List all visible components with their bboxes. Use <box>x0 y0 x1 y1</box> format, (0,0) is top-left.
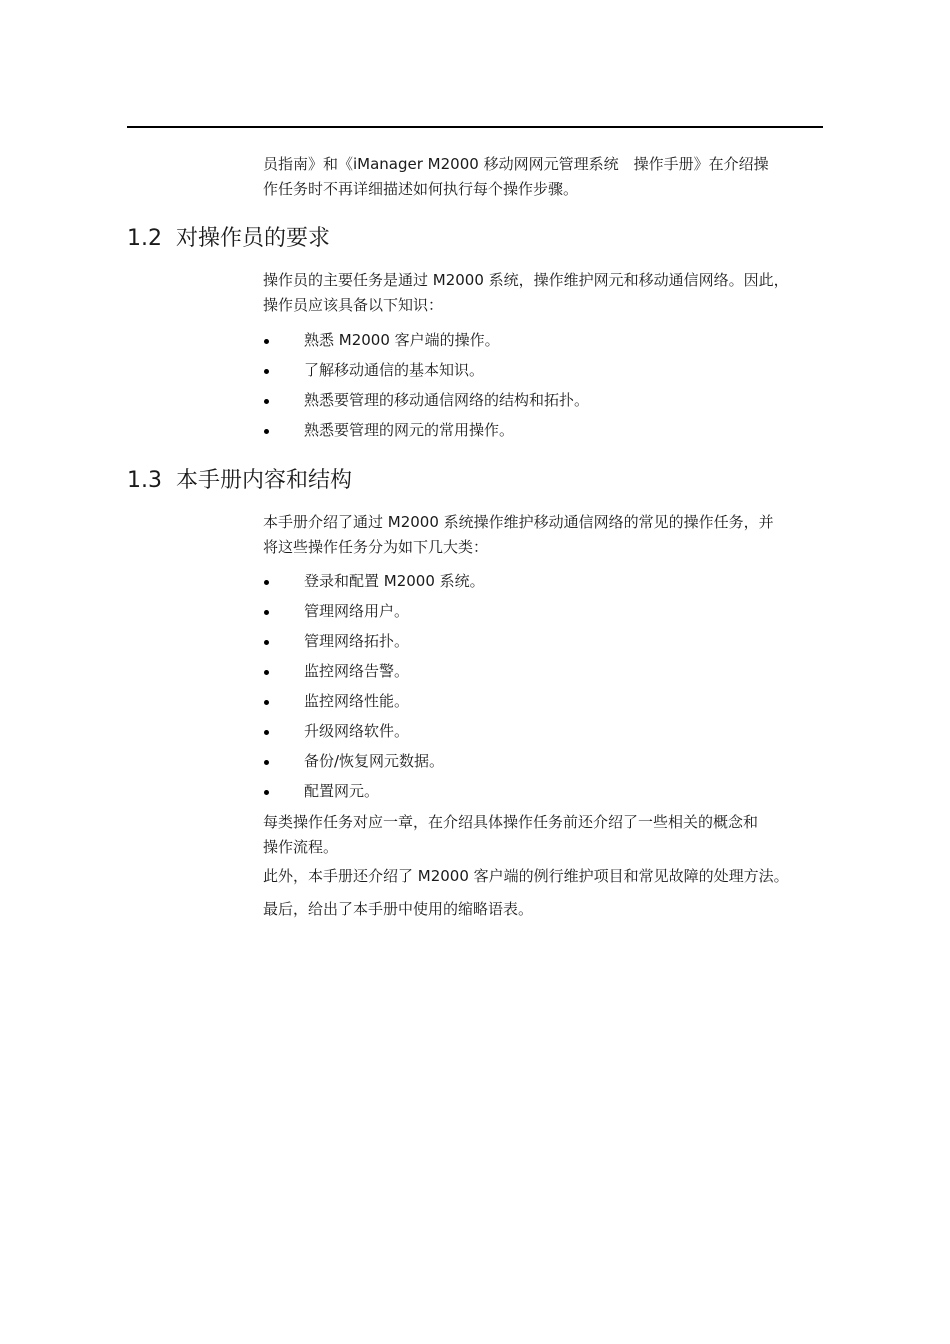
bullet-icon <box>264 640 269 645</box>
list-item-text: 了解移动通信的基本知识。 <box>304 361 485 379</box>
bullet-icon <box>264 610 269 615</box>
section-heading-1-2 <box>127 224 330 254</box>
list-item <box>263 325 589 355</box>
bullet-icon <box>264 580 269 585</box>
list-item-text: 熟悉 M2000 客户端的操作。 <box>304 331 500 349</box>
section-1-3-extra-paragraph: 此外，本手册还介绍了 M2000 客户端的例行维护项目和常见故障的处理方法。 <box>263 867 789 885</box>
paragraph-line-2: 操作员应该具备以下知识： <box>263 296 444 314</box>
closing-line-1: 每类操作任务对应一章，在介绍具体操作任务前还介绍了一些相关的概念和 <box>263 813 759 831</box>
section-heading-1-3 <box>127 466 352 496</box>
section-1-2-paragraph <box>263 268 838 318</box>
list-item <box>263 716 485 746</box>
bullet-icon <box>264 730 269 735</box>
list-item-text: 管理网络用户。 <box>304 602 410 620</box>
bullet-icon <box>264 429 269 434</box>
section-1-3-final-paragraph: 最后，给出了本手册中使用的缩略语表。 <box>263 900 534 918</box>
bullet-icon <box>264 339 269 344</box>
intro-line-1: 员指南》和《iManager M2000 移动网网元管理系统 操作手册》在介绍操 <box>263 155 769 173</box>
section-1-3-bullet-list <box>263 566 485 806</box>
list-item <box>263 686 485 716</box>
list-item <box>263 596 485 626</box>
section-title: 对操作员的要求 <box>176 226 331 251</box>
section-number: 1.3 <box>127 468 162 493</box>
list-item <box>263 746 485 776</box>
bullet-icon <box>264 700 269 705</box>
list-item <box>263 385 589 415</box>
list-item-text: 配置网元。 <box>304 782 380 800</box>
intro-paragraph <box>263 152 838 202</box>
section-number: 1.2 <box>127 226 162 251</box>
list-item <box>263 626 485 656</box>
list-item-text: 熟悉要管理的网元的常用操作。 <box>304 421 515 439</box>
intro-line-2: 作任务时不再详细描述如何执行每个操作步骤。 <box>263 180 579 198</box>
header-rule <box>127 126 823 128</box>
list-item <box>263 566 485 596</box>
closing-line-2: 操作流程。 <box>263 838 339 856</box>
list-item <box>263 355 589 385</box>
list-item-text: 监控网络告警。 <box>304 662 410 680</box>
list-item-text: 登录和配置 M2000 系统。 <box>304 572 485 590</box>
bullet-icon <box>264 790 269 795</box>
section-1-2-bullet-list <box>263 325 589 445</box>
paragraph-line-2: 将这些操作任务分为如下几大类： <box>263 538 489 556</box>
section-title: 本手册内容和结构 <box>176 468 353 493</box>
paragraph-line-1: 本手册介绍了通过 M2000 系统操作维护移动通信网络的常见的操作任务，并 <box>263 513 774 531</box>
list-item-text: 备份/恢复网元数据。 <box>304 752 445 770</box>
bullet-icon <box>264 399 269 404</box>
section-1-3-closing-paragraph <box>263 810 838 860</box>
list-item <box>263 656 485 686</box>
bullet-icon <box>264 670 269 675</box>
section-1-3-paragraph <box>263 510 838 560</box>
list-item-text: 升级网络软件。 <box>304 722 410 740</box>
list-item-text: 管理网络拓扑。 <box>304 632 410 650</box>
list-item <box>263 776 485 806</box>
bullet-icon <box>264 760 269 765</box>
list-item-text: 监控网络性能。 <box>304 692 410 710</box>
bullet-icon <box>264 369 269 374</box>
paragraph-line-1: 操作员的主要任务是通过 M2000 系统，操作维护网元和移动通信网络。因此， <box>263 271 789 289</box>
list-item <box>263 415 589 445</box>
list-item-text: 熟悉要管理的移动通信网络的结构和拓扑。 <box>304 391 590 409</box>
